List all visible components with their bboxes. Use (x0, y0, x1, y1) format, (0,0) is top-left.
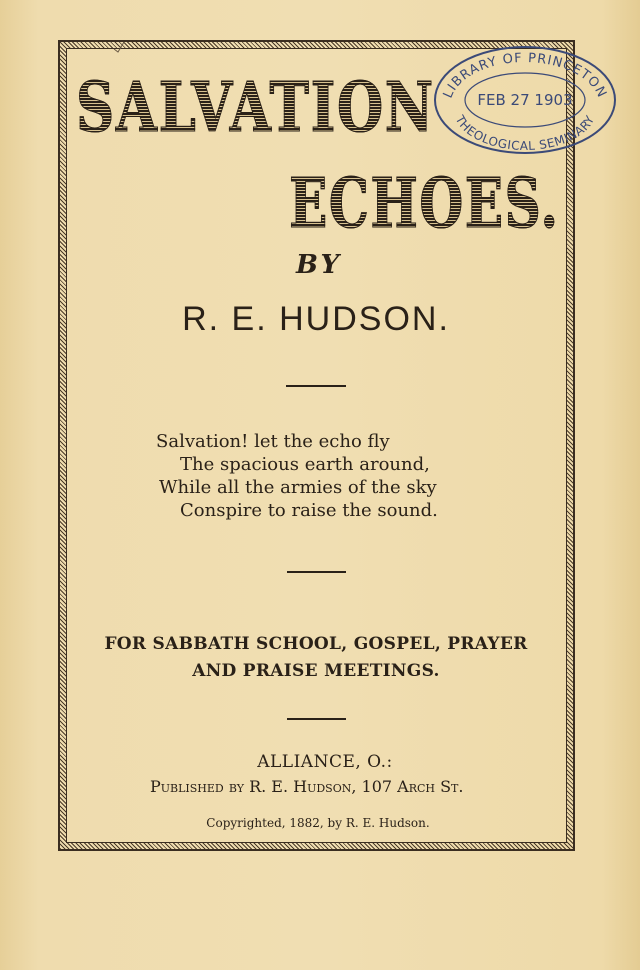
imprint-place: ALLIANCE, O.: (257, 752, 393, 772)
imprint-publisher: Published by R. E. Hudson, 107 Arch St. (150, 777, 464, 796)
title-line-2: ECHOES. (289, 164, 560, 244)
verse-line: Conspire to raise the sound. (180, 500, 438, 521)
purpose-line-2: AND PRAISE MEETINGS. (192, 661, 440, 681)
purpose-line-1: FOR SABBATH SCHOOL, GOSPEL, PRAYER (104, 634, 528, 654)
divider-rule (287, 718, 346, 720)
purpose-statement (0, 631, 632, 685)
verse-line: Salvation! let the echo fly (156, 431, 390, 452)
title-line-1: SALVATION (76, 68, 435, 148)
author-name: R. E. HUDSON. (182, 300, 450, 338)
stamp-bottom-text: THEOLOGICAL SEMINARY (452, 113, 598, 154)
library-stamp (432, 44, 618, 156)
epigraph-verse (156, 430, 438, 522)
verse-line: The spacious earth around, (180, 454, 430, 475)
svg-text:THEOLOGICAL SEMINARY (452, 112, 597, 153)
divider-rule (286, 385, 346, 387)
copyright-notice: Copyrighted, 1882, by R. E. Hudson. (206, 816, 430, 830)
stamp-date: FEB 27 1903 (477, 91, 573, 109)
pencil-check-mark (112, 40, 126, 54)
library-stamp-seal (432, 44, 618, 156)
by-line: BY (296, 250, 343, 280)
divider-rule (287, 571, 346, 573)
stamp-top-text: LIBRARY OF PRINCETON (440, 50, 610, 101)
verse-line: While all the armies of the sky (159, 477, 437, 498)
